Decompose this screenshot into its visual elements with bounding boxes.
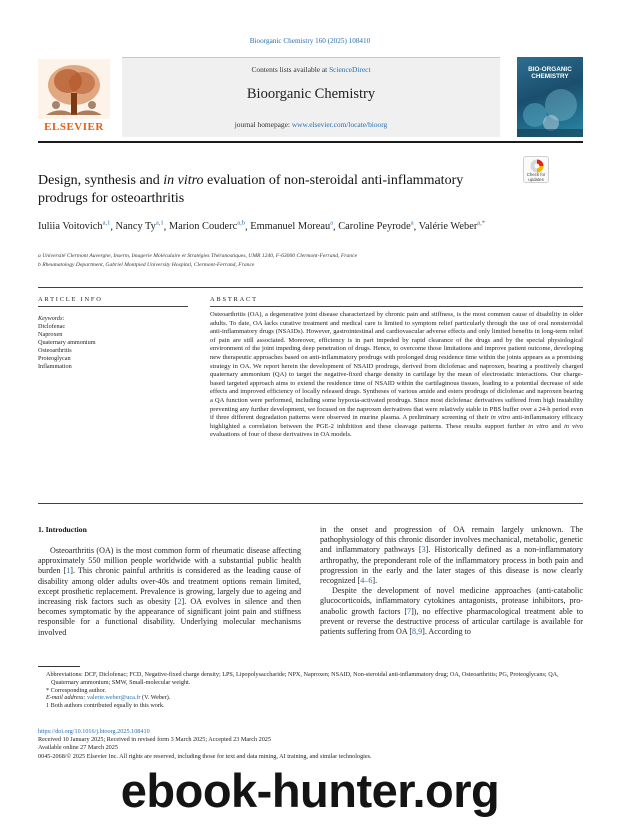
author-list: Iuliia Voitovich$^{a,1}$, Nancy Ty$^{a,1}$, Marion Couderc$^{a,b}$, Emmanuel Moreau$^a$, Caroline Peyrode$^a$, Valérie Weber$^{a,*}$: [38, 220, 486, 233]
affiliation-b: b Rheumatology Department, Gabriel Montpied University Hospital, Clermont-Ferrand, France: [38, 262, 255, 268]
keyword-item: Quaternary ammonium: [38, 339, 96, 346]
sciencedirect-link[interactable]: ScienceDirect: [329, 65, 371, 74]
cover-title-line2: CHEMISTRY: [531, 73, 569, 81]
title-part-2: evaluation of non-steroidal anti-inflammatory prodrugs for osteoarthritis: [38, 173, 464, 206]
abstract-text: Osteoarthritis (OA), a degenerative joint disease characterized by chronic pain and stiffness, is the most common cause of disability in older adults. To date, OA lacks curative treatment and medical care is limited to symptom relief particularly through the use of oral nonsteroidal anti-inflammatory drugs (NSAIDs). However, gastrointestinal and cardiovascular adverse effects and only limited benefits in long-term relief of pain are still associated. Moreover, efficiency is in part impeded by rapid clearance of the drugs and by the special physiological environment of the joint impeding deep penetration of drugs. Hence, to overcome those limitations and improve patient outcome, developing new therapeutic approaches based on anti-inflammatory prodrugs with prolonged drug residence time within the joints appears as a promising strategy in OA. We report herein the development of NSAID prodrugs, derived from diclofenac and naproxen, bearing a positively charged quaternary ammonium (QA) to target the negative-fixed charge density in cartilage by the mean of electrostatic interactions. Our charge-based targeted approach aims to extend the residence time of NSAID within the cartilaginous tissues, leading to a potential decrease of side effects and improved efficiency of locally released drugs. Syntheses of various amide and esters prodrugs of diclofenac and naproxen bearing a QA function were performed, including some hypoxia-activated prodrugs. Since most diclofenac derivatives suffered from high instability preventing any further development, we focused on the naproxen derivatives that were relatively stable in PBS buffer over a 24-h period even if three different degradation patterns were observed in murine plasma. A preliminary screening of their in vitro anti-inflammatory efficacy highlighted a correlation between the PGE-2 inhibition and these cleavage patterns. These results support further in vitro and in vivo evaluations of four of these derivatives in OA models.: [210, 311, 583, 439]
article-info-rule: [38, 306, 188, 307]
watermark-text: ebook-hunter.org: [120, 764, 500, 817]
keyword-item: Proteoglycan: [38, 355, 71, 362]
crossmark-icon: [524, 157, 550, 173]
abbreviations-note: Abbreviations: DCF, Diclofenac; FCD, Negative-fixed charge density; LPS, Lipopolysaccharide; NPX, Naproxen; NSAID, Non-steroidal anti-inflammatory drug; OA, Osteoarthritis; PG, Proteoglycans; QA, Quaternary ammonium; SMW, Small-molecular weight.: [46, 671, 559, 686]
keyword-item: Osteoarthritis: [38, 347, 72, 354]
crossmark-label-line1: Check for: [526, 172, 546, 177]
author[interactable]: Iuliia Voitovich$^{a,1}$: [38, 220, 111, 233]
journal-reference[interactable]: Bioorganic Chemistry 160 (2025) 108410: [249, 37, 371, 45]
citation-link[interactable]: 4–6: [360, 576, 373, 586]
citation-link[interactable]: 3: [421, 545, 426, 555]
homepage-prefix: journal homepage:: [234, 120, 292, 129]
abstract-bottom-rule: [38, 503, 583, 504]
author[interactable]: Caroline Peyrode$^a$: [338, 220, 414, 233]
doi-link[interactable]: https://doi.org/10.1016/j.bioorg.2025.108410: [38, 728, 150, 735]
citation-link[interactable]: 8,9: [412, 627, 423, 637]
contents-prefix: Contents lists available at: [251, 65, 330, 74]
publication-info: [38, 728, 583, 761]
section-divider: [38, 287, 583, 288]
author[interactable]: Nancy Ty$^{a,1}$: [115, 220, 164, 233]
cover-title-line1: BIO-ORGANIC: [528, 66, 572, 73]
author[interactable]: Marion Couderc$^{a,b}$: [168, 220, 246, 233]
homepage-line: [122, 120, 500, 129]
equal-contribution-note: 1 Both authors contributed equally to this work.: [46, 702, 165, 710]
citation-link[interactable]: 2: [177, 597, 182, 607]
author[interactable]: Emmanuel Moreau$^a$: [250, 220, 334, 233]
crossmark-label: [522, 173, 550, 183]
title-part-1: Design, synthesis and: [38, 173, 164, 188]
crossmark-label-line2: updates: [528, 176, 544, 182]
author[interactable]: Valérie Weber$^{a,*}$: [418, 220, 486, 233]
contents-line: [122, 65, 500, 74]
footnote-divider: [38, 666, 80, 667]
introduction-heading: 1. Introduction: [38, 525, 87, 534]
homepage-link[interactable]: www.elsevier.com/locate/bioorg: [291, 120, 388, 129]
corresponding-note: * Corresponding author.: [46, 686, 106, 694]
keyword-item: Naproxen: [38, 331, 63, 338]
abstract-rule: [210, 306, 583, 307]
email-note: E-mail address: valerie.weber@uca.fr (V. Weber).: [46, 694, 171, 702]
received-dates: Received 10 January 2025; Received in revised form 3 March 2025; Accepted 23 March 2025: [38, 736, 271, 744]
publisher-name: ELSEVIER: [44, 121, 104, 133]
introduction-right-column: [320, 525, 583, 637]
article-title: [38, 172, 508, 207]
paragraph: in the onset and progression of OA remain largely unknown. The pathophysiology of this chronic disorder involves mechanical, metabolic, genetic and inflammatory pathways [3]. Historically defined as a non-inflammatory arthropathy, the preponderant role of the inflammatory process in both pain and progression in the early and the later stages of this disease is now clearly recognized [4–6].: [320, 525, 583, 586]
keywords-label: Keywords:: [38, 315, 65, 322]
paragraph: Despite the development of novel medicine approaches (anti-catabolic glucocorticoids, inflammatory cytokines antagonists, protease inhibitors, pro-anabolic growth factors [7]), no effective pharmacological treatment able to prevent or reverse the destructive process of articular cartilage is available for patients suffering from OA [8,9]. According to: [320, 586, 583, 637]
online-date: Available online 27 March 2025: [38, 744, 118, 752]
keyword-item: Diclofenac: [38, 323, 66, 330]
citation-link[interactable]: 1: [66, 566, 71, 576]
journal-name: Bioorganic Chemistry: [246, 86, 376, 102]
email-link[interactable]: valerie.weber@uca.fr: [87, 694, 141, 702]
cover-title: [521, 66, 579, 80]
abstract-heading: ABSTRACT: [210, 296, 258, 303]
citation-link[interactable]: 7: [407, 606, 412, 616]
keyword-item: Inflammation: [38, 363, 72, 370]
copyright-line: 0045-2068/© 2025 Elsevier Inc. All rights are reserved, including those for text and data mining, AI training, and similar technologies.: [38, 752, 372, 760]
header-divider: [38, 141, 583, 143]
title-italic: in vitro: [163, 173, 204, 188]
article-info-heading: ARTICLE INFO: [38, 296, 103, 303]
affiliation-a: a Université Clermont Auvergne, Inserm, Imagerie Moléculaire et Stratégies Théranostiques, UMR 1240, F-63000 Clermont-Ferrand, France: [38, 253, 358, 259]
introduction-left-column: Osteoarthritis (OA) is the most common form of rheumatic disease affecting approximately 550 million people worldwide with a substantial public health burden [1]. This chronic painful arthritis is considered as the leading cause of disability among older adults over-40s and treatment options remain limited, except prosthetic replacement. Prevalence is growing, largely due to ageing and increasing risk factors such as obesity [2]. OA evolves in silence and then becomes symptomatic by the appearance of significant joint pain and stiffness responsible for a functional disability. Underlying molecular mechanisms involved: [38, 546, 302, 637]
footnotes: [38, 671, 583, 710]
